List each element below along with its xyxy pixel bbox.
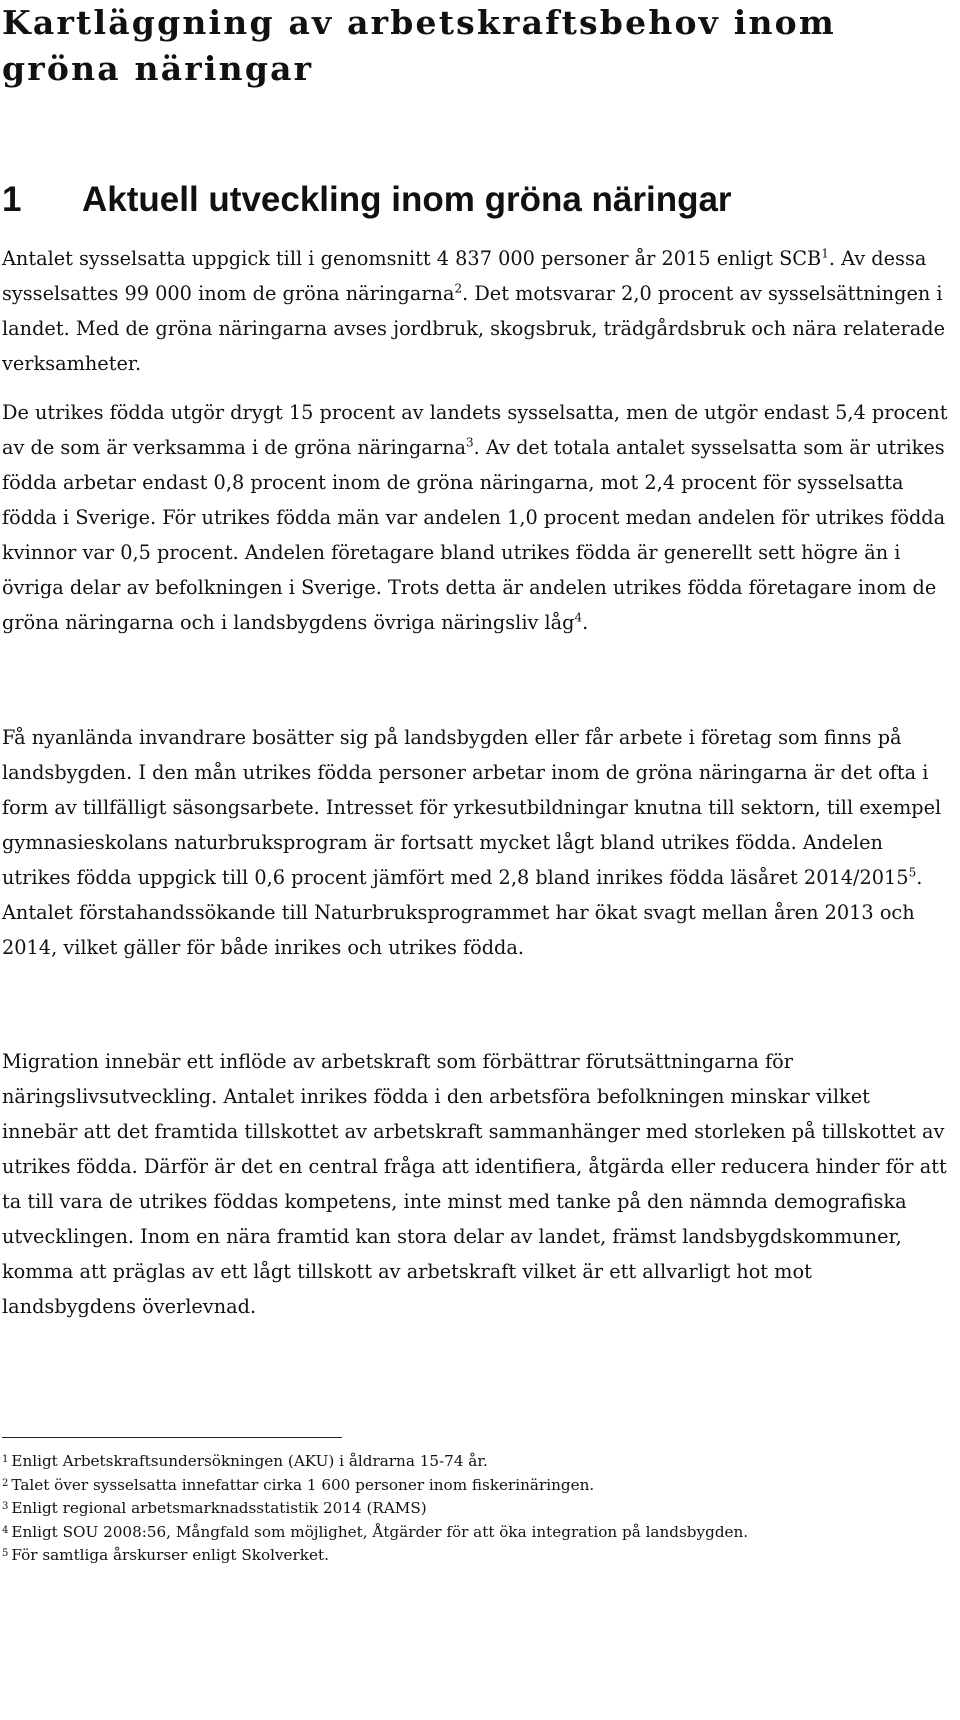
- footnote-reference: 5: [908, 865, 917, 880]
- paragraph-text: . Antalet förstahandssökande till Naturbruksprogrammet har ökat svagt mellan åren 2013 och 2014, vilket gäller för både inrikes och utrikes födda.: [2, 866, 923, 959]
- footnote-text: Enligt Arbetskraftsundersökningen (AKU) i åldrarna 15-74 år.: [11, 1452, 488, 1470]
- paragraph-text: . Av dessa sysselsattes 99 000 inom de gröna näringarna: [2, 247, 927, 305]
- paragraph: [2, 241, 950, 381]
- footnote-reference: 1: [821, 246, 829, 261]
- footnote-text: För samtliga årskurser enligt Skolverket.: [11, 1546, 329, 1565]
- footnote-divider: [2, 1437, 342, 1438]
- footnote-reference: 2: [454, 281, 463, 296]
- paragraph: [2, 1044, 950, 1324]
- section-heading-text: Aktuell utveckling inom gröna näringar: [82, 180, 732, 219]
- footnote-text: Talet över sysselsatta innefattar cirka 1 600 personer inom fiskerinäringen.: [11, 1475, 595, 1494]
- paragraph-text: . Det motsvarar 2,0 procent av sysselsättningen i landet. Med de gröna näringarna avses jordbruk, skogsbruk, trädgårdsbruk och nära relaterade verksamheter.: [2, 282, 946, 375]
- footnote-text: Enligt SOU 2008:56, Mångfald som möjlighet, Åtgärder för att öka integration på landsbygden.: [11, 1522, 749, 1541]
- paragraph-text: De utrikes födda utgör drygt 15 procent av landets sysselsatta, men de utgör endast 5,4 procent av de som är verksamma i de gröna näringarna: [2, 401, 948, 459]
- footnote-number: 2: [2, 1477, 9, 1489]
- footnote-text: Enligt regional arbetsmarknadsstatistik 2014 (RAMS): [11, 1499, 427, 1518]
- section-heading: [2, 178, 732, 222]
- paragraph-text: Få nyanlända invandrare bosätter sig på landsbygden eller får arbete i företag som finns på landsbygden. I den mån utrikes födda personer arbetar inom de gröna näringarna är det ofta i form av tillfälligt säsongsarbete. Intresset för yrkesutbildningar knutna till sektorn, till exempel gymnasieskolans naturbruksprogram är fortsatt mycket lågt bland utrikes födda. Andelen utrikes födda uppgick till 0,6 procent jämfört med 2,8 bland inrikes födda läsåret 2014/2015: [2, 726, 942, 889]
- section-number: 1: [2, 180, 22, 219]
- footnote-number: 4: [2, 1524, 9, 1536]
- footnote: [2, 1473, 950, 1497]
- footnote: [2, 1449, 950, 1473]
- footnote-reference: 4: [574, 610, 583, 625]
- paragraph-text: Antalet sysselsatta uppgick till i genomsnitt 4 837 000 personer år 2015 enligt SCB: [2, 247, 822, 270]
- paragraph-text: Migration innebär ett inflöde av arbetskraft som förbättrar förutsättningarna för näringslivsutveckling. Antalet inrikes födda i den arbetsföra befolkningen minskar vilket innebär att det framtida tillskottet av arbetskraft sammanhänger med storleken på tillskottet av utrikes födda. Därför är det en central fråga att identifiera, åtgärda eller reducera hinder för att ta till vara de utrikes föddas kompetens, inte minst med tanke på den nämnda demografiska utvecklingen. Inom en nära framtid kan stora delar av landet, främst landsbygdskommuner, komma att präglas av ett lågt tillskott av arbetskraft vilket är ett allvarligt hot mot landsbygdens överlevnad.: [2, 1050, 947, 1318]
- footnote-number: 3: [2, 1501, 9, 1513]
- document-title: Kartläggning av arbetskraftsbehov inom gröna näringar: [2, 3, 836, 88]
- paragraph: [2, 395, 950, 640]
- footnote-number: 1: [2, 1454, 9, 1465]
- footnote: [2, 1543, 950, 1567]
- paragraph-text: .: [582, 611, 589, 634]
- footnote-reference: 3: [466, 435, 474, 450]
- footnote-list: [2, 1449, 950, 1567]
- paragraph: [2, 720, 950, 965]
- footnote: [2, 1496, 950, 1520]
- paragraph-text: . Av det totala antalet sysselsatta som är utrikes födda arbetar endast 0,8 procent inom de gröna näringarna, mot 2,4 procent för sysselsatta födda i Sverige. För utrikes födda män var andelen 1,0 procent medan andelen för utrikes födda kvinnor var 0,5 procent. Andelen företagare bland utrikes födda är generellt sett högre än i övriga delar av befolkningen i Sverige. Trots detta är andelen utrikes födda företagare inom de gröna näringarna och i landsbygdens övriga näringsliv låg: [2, 436, 946, 634]
- footnote: [2, 1520, 950, 1544]
- footnote-number: 5: [2, 1548, 9, 1560]
